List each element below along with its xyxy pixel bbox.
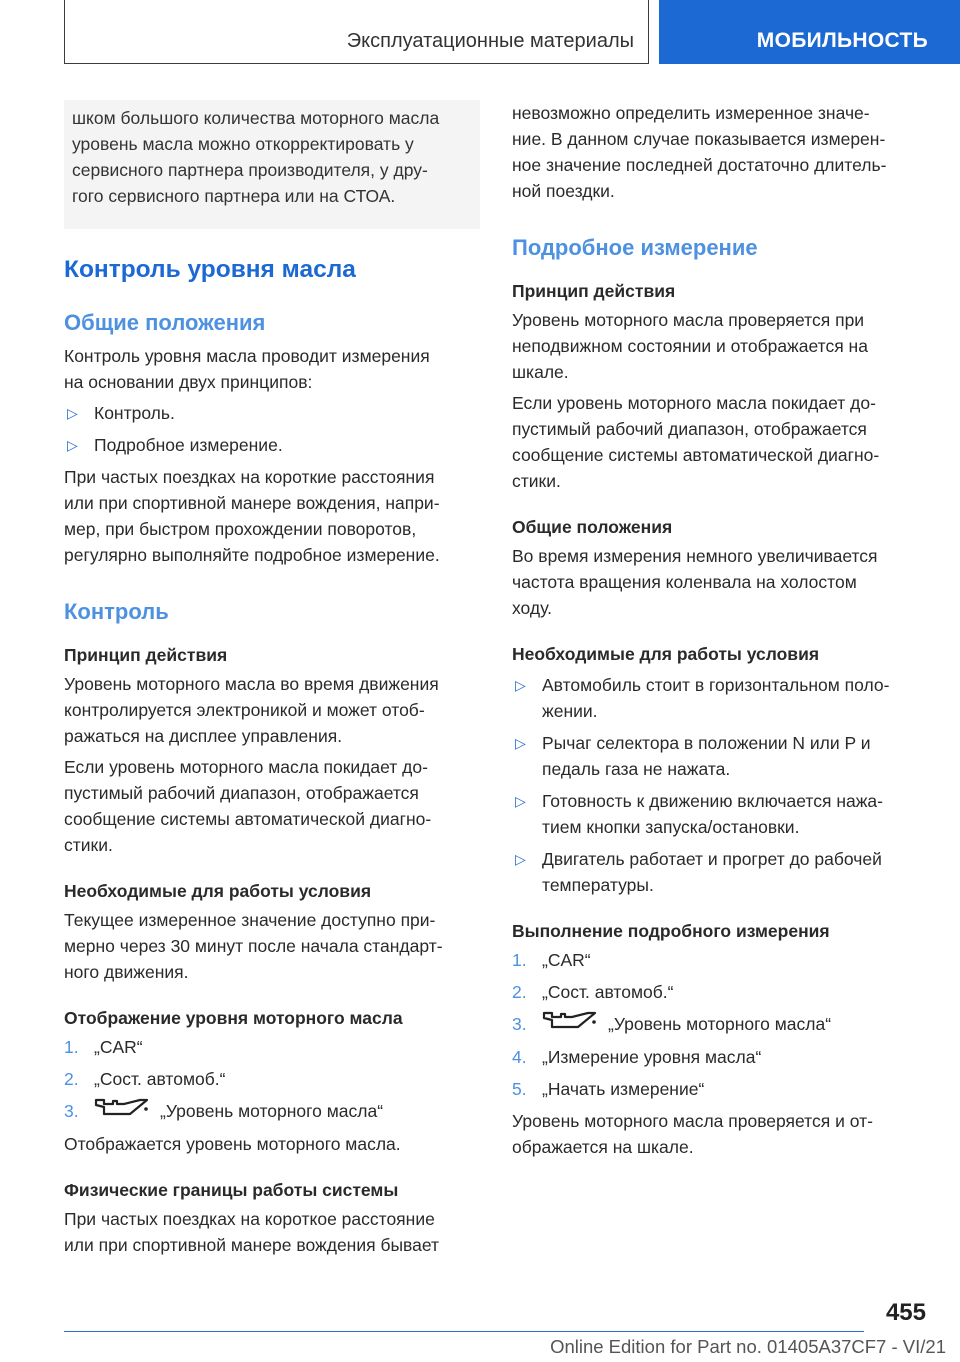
left-column [64, 100, 480, 1263]
limits-text: При частых поездках на короткое расстояние или при спортивной манере вождения бывает [64, 1208, 440, 1255]
triangle-bullet-icon: ▷ [515, 793, 526, 809]
list-item: 5. „Начать измерение“ [512, 1078, 705, 1099]
chapter-title: МОБИЛЬНОСТЬ [756, 29, 928, 52]
note-box [64, 100, 480, 229]
conditions-list [512, 672, 922, 898]
heading-general: Общие положения [512, 517, 673, 537]
note-line: шком большого количества моторного масла [72, 108, 440, 128]
list-item: 2. „Сост. автомоб.“ [512, 982, 674, 1002]
right-column [512, 100, 922, 1165]
heading-execute: Выполнение подробного измерения [512, 921, 830, 941]
heading-display: Отображение уровня моторного масла [64, 1008, 403, 1028]
page-header [64, 0, 960, 64]
list-item: ▷ Подробное измерение. [64, 432, 480, 458]
oil-can-icon [542, 1009, 598, 1038]
principles-list [64, 400, 480, 458]
execute-result: Уровень моторного масла проверяется и от- ображается на шкале. [512, 1110, 873, 1157]
heading-control: Контроль [64, 599, 169, 624]
list-item: ▷ Готовность к движению включается нажа- тием кнопки запуска/остановки. [512, 788, 922, 840]
list-item: ▷ Автомобиль стоит в горизонтальном поло- жении. [512, 672, 922, 724]
triangle-bullet-icon: ▷ [515, 735, 526, 751]
general-text: Во время измерения немного увеличивается частота вращения коленвала на холостом ходу. [512, 546, 878, 618]
display-result: Отображается уровень моторного масла. [64, 1133, 401, 1154]
section-heading-oil-level: Контроль уровня масла [64, 256, 356, 283]
continued-text: невозможно определить измеренное значе- ние. В данном случае показывается измерен- ное значение последней достаточно длитель- ной поездки. [512, 103, 887, 201]
oil-can-icon [94, 1096, 150, 1125]
note-line: уровень масла можно откорректировать у [72, 134, 414, 154]
principle-text: Уровень моторного масла проверяется при неподвижном состоянии и отображается на шкале. [512, 310, 868, 382]
list-item: ▷ Двигатель работает и прогрет до рабочей температуры. [512, 846, 922, 898]
range-text: Если уровень моторного масла покидает до- пустимый рабочий диапазон, отображается сообщение системы автоматической диагно- стики. [512, 393, 880, 491]
heading-principle: Принцип действия [64, 645, 228, 665]
chapter-tab [659, 0, 960, 64]
heading-limits: Физические границы работы системы [64, 1179, 399, 1200]
general-text: Контроль уровня масла проводит измерения на основании двух принципов: [64, 346, 430, 392]
triangle-bullet-icon: ▷ [515, 851, 526, 867]
display-steps [64, 1034, 480, 1125]
principle-text: Уровень моторного масла во время движения контролируется электроникой и может отоб- ражаться на дисплее управления. [64, 674, 439, 746]
heading-conditions: Необходимые для работы условия [512, 644, 820, 664]
footer-divider [64, 1331, 864, 1332]
conditions-text: Текущее измеренное значение доступно при- мерно через 30 минут после начала стандарт- ного движения. [64, 910, 443, 982]
heading-conditions: Необходимые для работы условия [64, 881, 372, 901]
page-number: 455 [885, 1299, 926, 1326]
footer-edition: Online Edition for Part no. 01405A37CF7 - VI/21 [550, 1336, 946, 1357]
note-line: сервисного партнера производителя, у дру- [72, 160, 428, 180]
range-text: Если уровень моторного масла покидает до- пустимый рабочий диапазон, отображается сообщение системы автоматической диагно- стики. [64, 757, 432, 855]
heading-general: Общие положения [64, 310, 266, 335]
list-item: 1. „CAR“ [512, 950, 591, 970]
note-line: гого сервисного партнера или на СТОА. [72, 186, 396, 206]
advice-text: При частых поездках на короткие расстояния или при спортивной манере вождения, напри- мер, при быстром прохождении поворотов, регулярно выполняйте подробное измерение. [64, 467, 440, 565]
section-title: Эксплуатационные материалы [346, 30, 634, 52]
list-item: ▷ Контроль. [64, 400, 480, 426]
triangle-bullet-icon: ▷ [515, 677, 526, 693]
section-tab [64, 0, 649, 64]
list-item: 1. „CAR“ [64, 1037, 143, 1057]
triangle-bullet-icon: ▷ [67, 405, 78, 421]
execute-steps [512, 947, 922, 1102]
heading-principle: Принцип действия [512, 281, 676, 301]
heading-detailed-measurement: Подробное измерение [512, 235, 758, 260]
list-item: 3. „Уровень моторного масла“ [512, 1011, 922, 1038]
list-item: 4. „Измерение уровня масла“ [512, 1046, 762, 1067]
triangle-bullet-icon: ▷ [67, 437, 78, 453]
list-item: 3. „Уровень моторного масла“ [64, 1098, 480, 1125]
list-item: 2. „Сост. автомоб.“ [64, 1069, 226, 1089]
list-item: ▷ Рычаг селектора в положении N или P и педаль газа не нажата. [512, 730, 922, 782]
